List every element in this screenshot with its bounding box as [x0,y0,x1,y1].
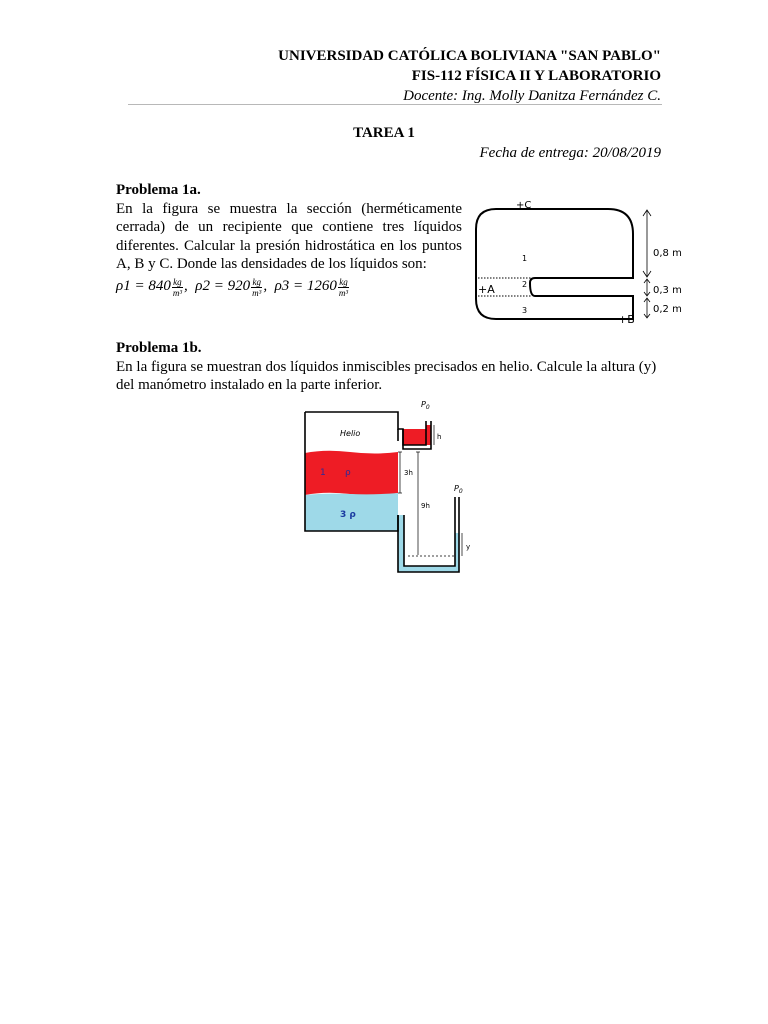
density-1 [116,276,188,298]
p0-right-label: $P_0$ [454,484,463,495]
density-2-unit [251,277,262,298]
teacher-name: Docente: Ing. Molly Danitza Fernández C. [403,88,661,104]
p0-top-label: $P_0$ [421,400,430,411]
header-divider [128,104,662,105]
density-2 [195,276,268,298]
container-figure-1a [470,192,692,332]
density-1-unit [172,277,183,298]
unit-denominator: m³ [338,287,349,298]
due-date: Fecha de entrega: 20/08/2019 [479,145,661,161]
problem-1b-title: Problema 1b. [116,340,202,356]
dimension-9h: 9h [421,502,430,510]
red-liquid-layer [305,451,398,496]
liquid-3-label: 3 [522,306,528,315]
problem-1a [116,181,462,298]
liquid-1-label: 1 [522,254,528,263]
dimension-3h: 3h [404,469,413,477]
container-outline [476,209,633,319]
task-title: TAREA 1 [353,125,415,141]
problem-1a-title: Problema 1a. [116,182,201,198]
document-header [278,46,661,106]
unit-denominator: m³ [252,287,262,298]
density-3 [274,276,351,298]
liquid-2-label: 2 [522,280,528,289]
tank-manometer-figure-1b [300,395,475,577]
red-liquid-label: 1 [320,468,326,478]
density-2-value: ρ2 = 920 [195,278,251,295]
red-liquid-rho: ρ [345,468,351,478]
problem-1b [116,339,662,395]
separator: , [263,278,268,295]
density-3-value: ρ3 = 1260 [274,278,337,295]
course-name: FIS-112 FÍSICA II Y LABORATORIO [411,68,661,84]
density-3-unit [338,277,349,298]
unit-numerator: kg [252,276,261,287]
dimension-bot: 0,2 m [653,304,682,315]
unit-denominator: m³ [172,287,183,298]
helium-label: Helio [340,429,361,438]
university-name: UNIVERSIDAD CATÓLICA BOLIVIANA "SAN PABLO" [278,48,661,64]
blue-liquid-label: 3 ρ [340,510,356,520]
problem-1a-text: En la figura se muestra la sección (herméticamente cerrada) de un recipiente que contiene tres líquidos diferentes. Calcular la presión hidrostática en los puntos A, B y C. Donde las densidades de los líquidos son: [116,200,462,272]
dimension-arrows [643,210,651,318]
dimension-mid: 0,3 m [653,285,682,296]
densities-formula [116,277,462,298]
bottom-manometer-blue-liquid [398,515,459,572]
density-1-value: ρ1 = 840 [116,278,171,295]
dimension-top: 0,8 m [653,248,682,259]
dimension-y: y [466,543,471,551]
problem-1b-text: En la figura se muestran dos líquidos inmiscibles precisados en helio. Calcule la altura (y) del manómetro instalado en la parte inferior. [116,358,657,393]
unit-numerator: kg [339,276,348,287]
unit-numerator: kg [173,276,182,287]
dimension-h: h [437,433,442,441]
point-a-label: +A [478,283,495,296]
separator: , [184,278,188,295]
point-c-label: +C [516,200,532,211]
point-b-label: +B [618,313,635,326]
